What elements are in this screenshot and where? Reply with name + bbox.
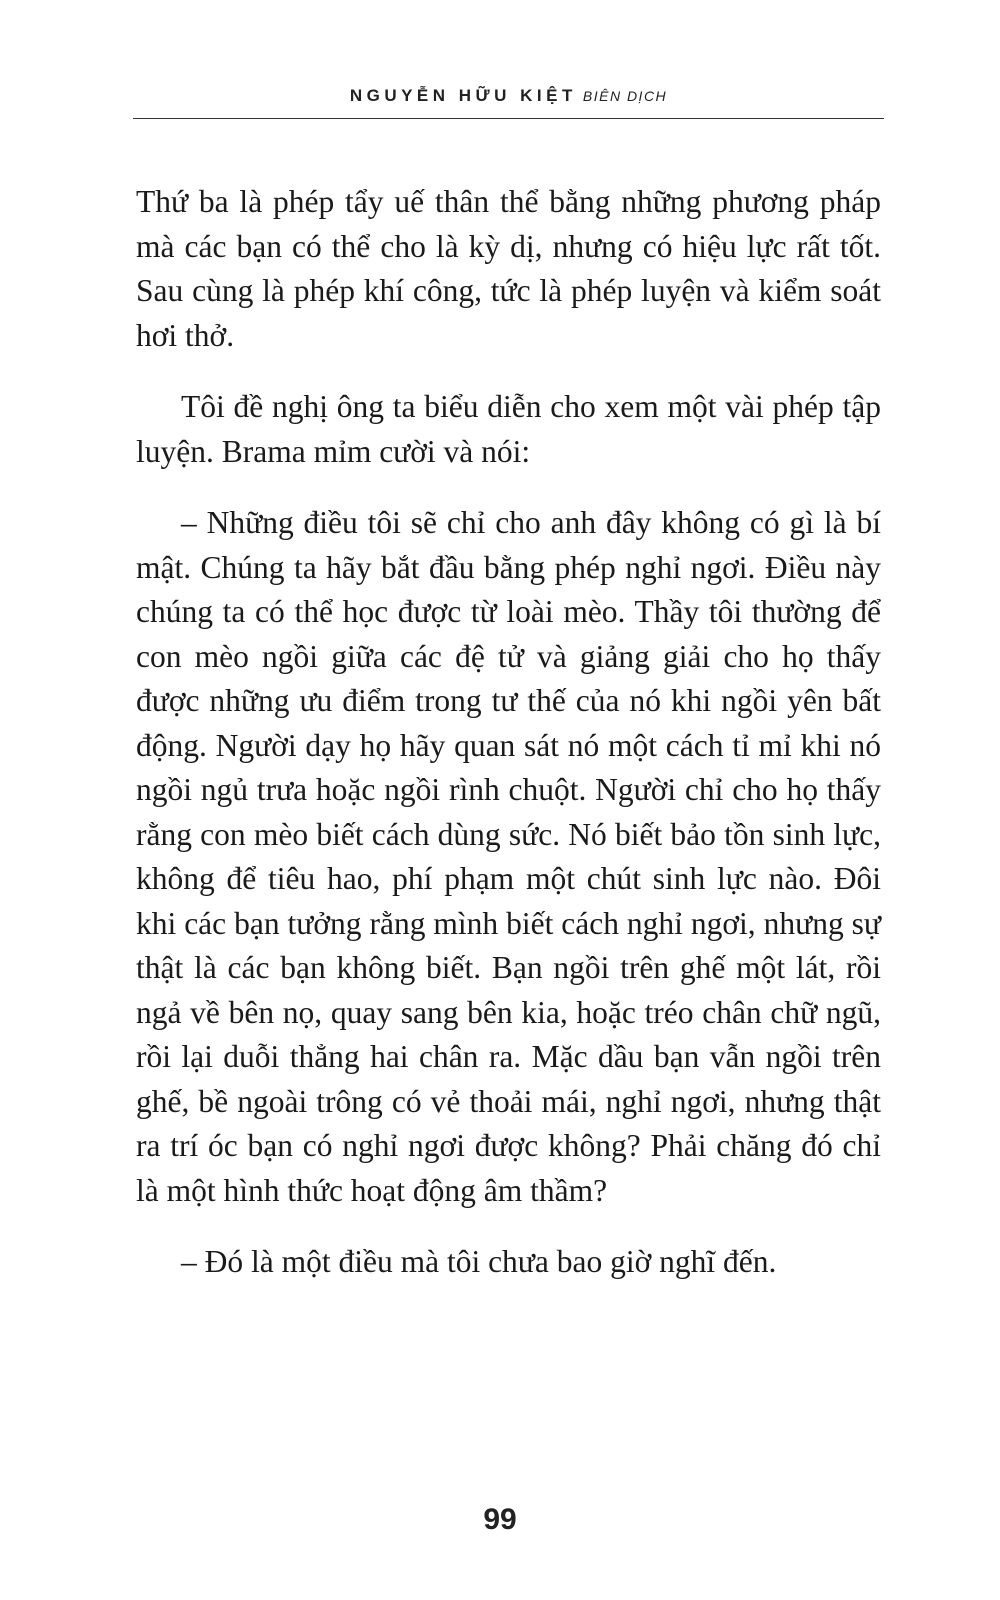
paragraph-1: Thứ ba là phép tẩy uế thân thể bằng những phương pháp mà các bạn có thể cho là kỳ dị, nhưng có hiệu lực rất tốt. Sau cùng là phép khí công, tức là phép luyện và kiểm soát hơi thở. [136, 184, 881, 353]
running-header [133, 86, 884, 106]
header-author: NGUYỄN HỮU KIỆT [349, 86, 577, 105]
paragraph-2: Tôi đề nghị ông ta biểu diễn cho xem một vài phép tập luyện. Brama mỉm cười và nói: [136, 389, 881, 469]
paragraph-3: – Những điều tôi sẽ chỉ cho anh đây không có gì là bí mật. Chúng ta hãy bắt đầu bằng phép nghỉ ngơi. Điều này chúng ta có thể học được từ loài mèo. Thầy tôi thường để con mèo ngồi giữa các đệ tử và giảng giải cho họ thấy được những ưu điểm trong tư thế của nó khi ngồi yên bất động. Người dạy họ hãy quan sát nó một cách tỉ mỉ khi nó ngồi ngủ trưa hoặc ngồi rình chuột. Người chỉ cho họ thấy rằng con mèo biết cách dùng sức. Nó biết bảo tồn sinh lực, không để tiêu hao, phí phạm một chút sinh lực nào. Đôi khi các bạn tưởng rằng mình biết cách nghỉ ngơi, nhưng sự thật là các bạn không biết. Bạn ngồi trên ghế một lát, rồi ngả về bên nọ, quay sang bên kia, hoặc tréo chân chữ ngũ, rồi lại duỗi thẳng hai chân ra. Mặc dầu bạn vẫn ngồi trên ghế, bề ngoài trông có vẻ thoải mái, nghỉ ngơi, nhưng thật ra trí óc bạn có nghỉ ngơi được không? Phải chăng đó chỉ là một hình thức hoạt động âm thầm? [136, 505, 881, 1208]
page-number: 99 [483, 1503, 517, 1536]
header-rule [133, 118, 884, 119]
body-text [136, 180, 881, 1312]
paragraph-4: – Đó là một điều mà tôi chưa bao giờ nghĩ đến. [181, 1244, 777, 1279]
header-role: BIÊN DỊCH [582, 88, 668, 104]
